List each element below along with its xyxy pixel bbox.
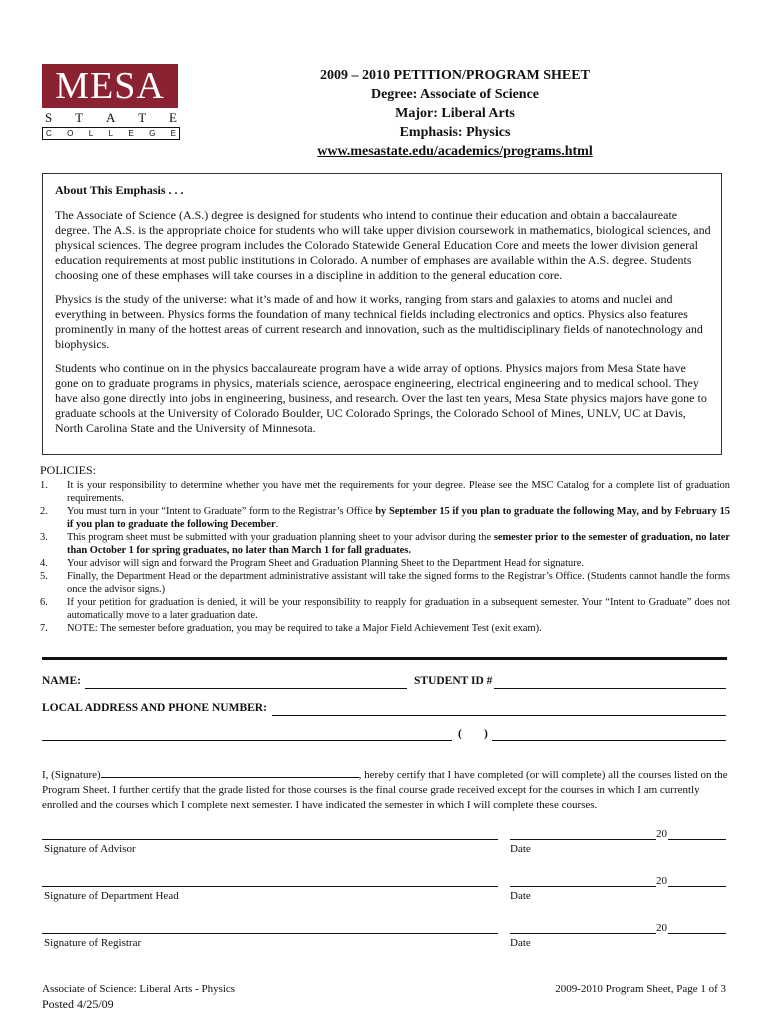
about-heading: About This Emphasis . . . — [55, 183, 184, 197]
about-paragraph-2: Physics is the study of the universe: what it’s made of and how it works, ranging from stars and galaxies to atoms and nuclei and everything in between. Physics forms the foundation of many technical fields including electronics and optics. Physics also features prominently in many of the hottest areas of current research and innovation, such as the multidisciplinary fields of nanotechnology and biophysics. — [55, 292, 703, 351]
name-field[interactable] — [85, 688, 407, 689]
footer-program-name: Associate of Science: Liberal Arts - Physics — [42, 983, 236, 995]
emphasis-line: Emphasis: Physics — [399, 125, 511, 140]
section-divider — [42, 657, 727, 660]
dept-head-signature-field[interactable] — [42, 886, 498, 887]
phone-field[interactable] — [492, 740, 726, 741]
dept-head-year-field[interactable] — [668, 886, 726, 887]
about-paragraph-3: Students who continue on in the physics baccalaureate program have a wide array of options. Physics majors from Mesa State have gone on to graduate programs in physics, materials science, aerospace engineering, electrical engineering and to medical school. They have also gone directly into jobs in engineering, business, and research. Over the last ten years, Mesa State physics majors have gone to graduate schools at the University of Colorado Boulder, UC Colorado Springs, the Colorado School of Mines, UNLV, UC at Davis, North Carolina State and the University of Minnesota. — [55, 361, 707, 435]
student-id-label: STUDENT ID # — [414, 675, 493, 687]
student-id-field[interactable] — [494, 688, 726, 689]
certification-statement: I, (Signature) , hereby certify that I have completed (or will complete) all the courses listed on the Program Sheet. I further certify that the grade listed for those courses is the final course grade received except for the courses in which I am currently enrolled and the courses which I complete next semester. I have indicated the semester in which I will complete these courses. — [42, 766, 728, 813]
registrar-signature-field[interactable] — [42, 933, 498, 934]
policy-item: 2. You must turn in your “Intent to Graduate” form to the Registrar’s Office by September 15 if you plan to graduate the following May, and by February 15 if you plan to graduate the following December. — [40, 506, 730, 530]
advisor-signature-label: Signature of Advisor — [44, 843, 136, 855]
registrar-signature-label: Signature of Registrar — [44, 937, 142, 949]
year-prefix: 20 — [656, 922, 667, 934]
phone-paren-close: ) — [484, 728, 488, 740]
policies-list — [40, 479, 730, 635]
year-prefix: 20 — [656, 875, 667, 887]
date-label: Date — [510, 890, 531, 902]
policy-item: 7. NOTE: The semester before graduation, you may be required to take a Major Field Achievement Test (exit exam). — [40, 623, 542, 634]
date-label: Date — [510, 937, 531, 949]
policy-item: 5. Finally, the Department Head or the department administrative assistant will take the signed forms to the Registrar’s Office. (Students cannot handle the forms once the advisor signs.) — [40, 571, 730, 595]
year-prefix: 20 — [656, 828, 667, 840]
about-emphasis-box — [42, 173, 722, 455]
dept-head-date-field[interactable] — [510, 886, 656, 887]
document-title-block — [200, 66, 710, 161]
footer-posted-date: Posted 4/25/09 — [42, 997, 114, 1011]
footer-page-number: 2009-2010 Program Sheet, Page 1 of 3 — [555, 983, 726, 995]
title-line: 2009 – 2010 PETITION/PROGRAM SHEET — [320, 68, 590, 83]
mesa-state-college-logo — [42, 64, 180, 140]
registrar-date-field[interactable] — [510, 933, 656, 934]
address-label: LOCAL ADDRESS AND PHONE NUMBER: — [42, 702, 267, 714]
certification-signature-field[interactable] — [101, 766, 359, 778]
degree-line: Degree: Associate of Science — [370, 87, 540, 102]
advisor-year-field[interactable] — [668, 839, 726, 840]
major-line: Major: Liberal Arts — [395, 106, 515, 121]
address-field[interactable] — [272, 715, 726, 716]
registrar-year-field[interactable] — [668, 933, 726, 934]
address-field-line-2[interactable] — [42, 740, 452, 741]
date-label: Date — [510, 843, 531, 855]
logo-college-text: C O L L E G E — [42, 127, 180, 140]
phone-paren-open: ( — [458, 728, 462, 740]
dept-head-signature-label: Signature of Department Head — [44, 890, 179, 902]
name-label: NAME: — [42, 675, 81, 687]
policies-heading: POLICIES: — [40, 463, 97, 477]
policies-section — [40, 464, 730, 635]
program-url-link[interactable]: www.mesastate.edu/academics/programs.html — [317, 144, 593, 159]
policy-item: 1. It is your responsibility to determine whether you have met the requirements for your degree. Please see the MSC Catalog for a complete list of graduation requirements. — [40, 480, 730, 504]
policy-item: 3. This program sheet must be submitted with your graduation planning sheet to your advisor during the semester prior to the semester of graduation, no later than October 1 for spring graduates, no later than March 1 for fall graduates. — [40, 532, 730, 556]
logo-mesa-box: MESA — [42, 64, 178, 108]
policy-item: 4. Your advisor will sign and forward the Program Sheet and Graduation Planning Sheet to the Department Head for signature. — [40, 558, 584, 569]
policy-item: 6. If your petition for graduation is denied, it will be your responsibility to reapply for graduation in a subsequent semester. Your “Intent to Graduate” does not automatically move to a later graduation date. — [40, 597, 730, 621]
about-paragraph-1: The Associate of Science (A.S.) degree is designed for students who intend to continue their education and obtain a baccalaureate degree. The A.S. is the appropriate choice for students who will take upper division coursework in mathematics, biological sciences, and physical sciences. The degree program includes the Colorado Statewide General Education Core and meets the lower division general education requirements at most public institutions in Colorado. A number of emphases are available within the A.S. degree. Students choosing one of these emphases will take courses in a discipline in addition to the general education core. — [55, 208, 711, 282]
advisor-date-field[interactable] — [510, 839, 656, 840]
logo-state-text: S T A T E — [45, 110, 177, 125]
advisor-signature-field[interactable] — [42, 839, 498, 840]
